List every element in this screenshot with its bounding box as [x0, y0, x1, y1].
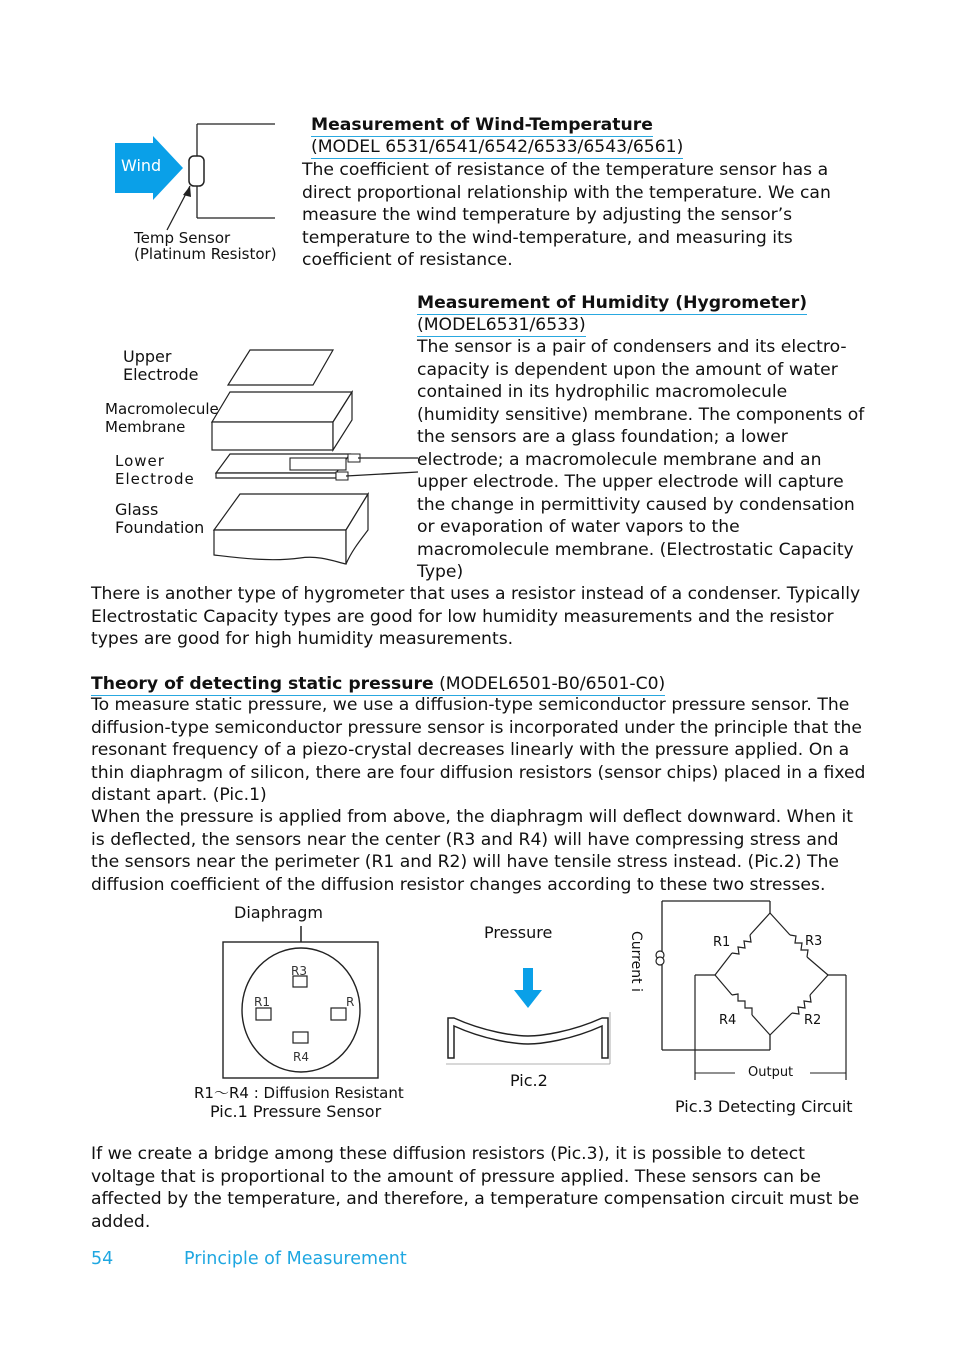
pic3-figure [620, 895, 870, 1125]
current-label: Current i [628, 931, 644, 992]
humidity-models: (MODEL6531/6533) [417, 315, 586, 335]
platinum-resistor-label: (Platinum Resistor) [134, 245, 277, 263]
pic3-r1-label: R1 [713, 935, 731, 950]
pressure-body-2: When the pressure is applied from above, the diaphragm will deflect downward. When it is deflected, the sensors near the center (R3 and R4) will have compressing stress and the sensors near the perimeter (R1 and R2) will have tensile stress instead. (Pic.2) The diffusion coefficient of the diffusion resistor changes according to these two stresses. [91, 807, 854, 895]
pic3-r2-label: R2 [804, 1013, 822, 1028]
glass-foundation-label-1: Glass [115, 500, 159, 519]
humidity-figure [100, 340, 420, 580]
r2-chip [331, 1008, 346, 1020]
upper-electrode-shape [228, 350, 333, 385]
lower-electrode-label-2: Electrode [115, 470, 195, 488]
wind-models-block [311, 136, 683, 159]
wind-heading: Measurement of Wind-Temperature [311, 115, 653, 135]
pressure-models: (MODEL6501-B0/6501-C0) [433, 674, 666, 694]
r1-chip [256, 1008, 271, 1020]
pressure-sensor-diagram [190, 900, 430, 1090]
diaphragm-deflection-diagram [440, 920, 620, 1070]
resistor-icon [189, 156, 204, 186]
upper-electrode-label-1: Upper [123, 347, 172, 366]
humidity-heading: Measurement of Humidity (Hygrometer) [417, 293, 808, 313]
macromolecule-label-2: Membrane [105, 418, 186, 436]
pressure-heading: Theory of detecting static pressure [91, 674, 434, 694]
humidity-heading-block [417, 292, 807, 315]
pressure-label: Pressure [484, 923, 553, 942]
pic1-caption: Pic.1 Pressure Sensor [210, 1102, 382, 1121]
pic2-figure [440, 920, 620, 1100]
pic1-figure [190, 900, 430, 1125]
pic1-r4-label: R4 [293, 1050, 309, 1064]
pic3-r4-label: R4 [719, 1013, 737, 1028]
pressure-heading-block [91, 673, 665, 696]
wind-models: (MODEL 6531/6541/6542/6533/6543/6561) [311, 137, 684, 157]
output-label: Output [748, 1065, 794, 1080]
bridge-circuit-diagram [620, 895, 870, 1095]
diaphragm-label: Diaphragm [234, 903, 323, 922]
upper-electrode-label-2: Electrode [123, 365, 199, 384]
pressure-body-3: If we create a bridge among these diffusion resistors (Pic.3), it is possible to detect voltage that is proportional to the amount of pressure applied. These sensors can be affected by the temperature, and therefore, a temperature compensation circuit must be added. [91, 1144, 860, 1232]
footer-section-title: Principle of Measurement [184, 1249, 407, 1269]
humidity-body: The sensor is a pair of condensers and its electro-capacity is dependent upon the amount of water contained in its hydrophilic macromolecule (humidity sensitive) membrane. The components of the sensors are a glass foundation; a lower electrode; a macromolecule membrane and an upper electrode. The upper electrode will capture the change in permittivity caused by condensation or evaporation of water vapors to the macromolecule membrane. (Electrostatic Capacity Type) [417, 337, 865, 582]
r4-chip [293, 1032, 308, 1043]
wind-label: Wind [121, 156, 162, 175]
r4-resistor-icon [732, 994, 752, 1015]
lower-electrode-label-1: Lower [115, 452, 165, 470]
pic1-r3-label: R3 [291, 964, 307, 978]
glass-foundation-label-2: Foundation [115, 518, 205, 537]
pic3-caption: Pic.3 Detecting Circuit [675, 1097, 853, 1116]
page-number: 54 [91, 1249, 114, 1269]
wind-body: The coefficient of resistance of the temperature sensor has a direct proportional relationship with the temperature. We can measure the wind temperature by adjusting the sensor’s temperature to the wind-temperature, and measuring its coefficient of resistance. [302, 160, 831, 270]
pic1-legend: R1～R4 : Diffusion Resistant [194, 1084, 404, 1102]
pic1-r2-label: R [346, 995, 355, 1009]
humidity-models-block [417, 314, 586, 337]
wind-figure [115, 118, 305, 268]
pic1-r1-label: R1 [254, 995, 270, 1009]
r1-resistor-icon [732, 935, 751, 954]
temp-sensor-label: Temp Sensor [134, 229, 231, 247]
macromolecule-label-1: Macromolecule [105, 400, 219, 418]
pic3-r3-label: R3 [805, 934, 823, 949]
pressure-body-1: To measure static pressure, we use a diffusion-type semiconductor pressure sensor. The diffusion-type semiconductor pressure sensor is incorporated under the principle that the resonant frequency of a piezo-crystal decreases linearly with the pressure applied. On a thin diaphragm of silicon, there are four diffusion resistors (sensor chips) placed in a fixed distant apart. (Pic.1) [91, 695, 866, 805]
glass-foundation-shape [214, 494, 368, 530]
humidity-continued: There is another type of hygrometer that uses a resistor instead of a condenser. Typically Electrostatic Capacity types are good for low humidity measurements and the resistor types are good for high humidity measurements. [91, 584, 861, 649]
pic2-caption: Pic.2 [510, 1071, 548, 1090]
r2-resistor-icon [792, 995, 811, 1014]
wind-heading-block [311, 114, 653, 137]
